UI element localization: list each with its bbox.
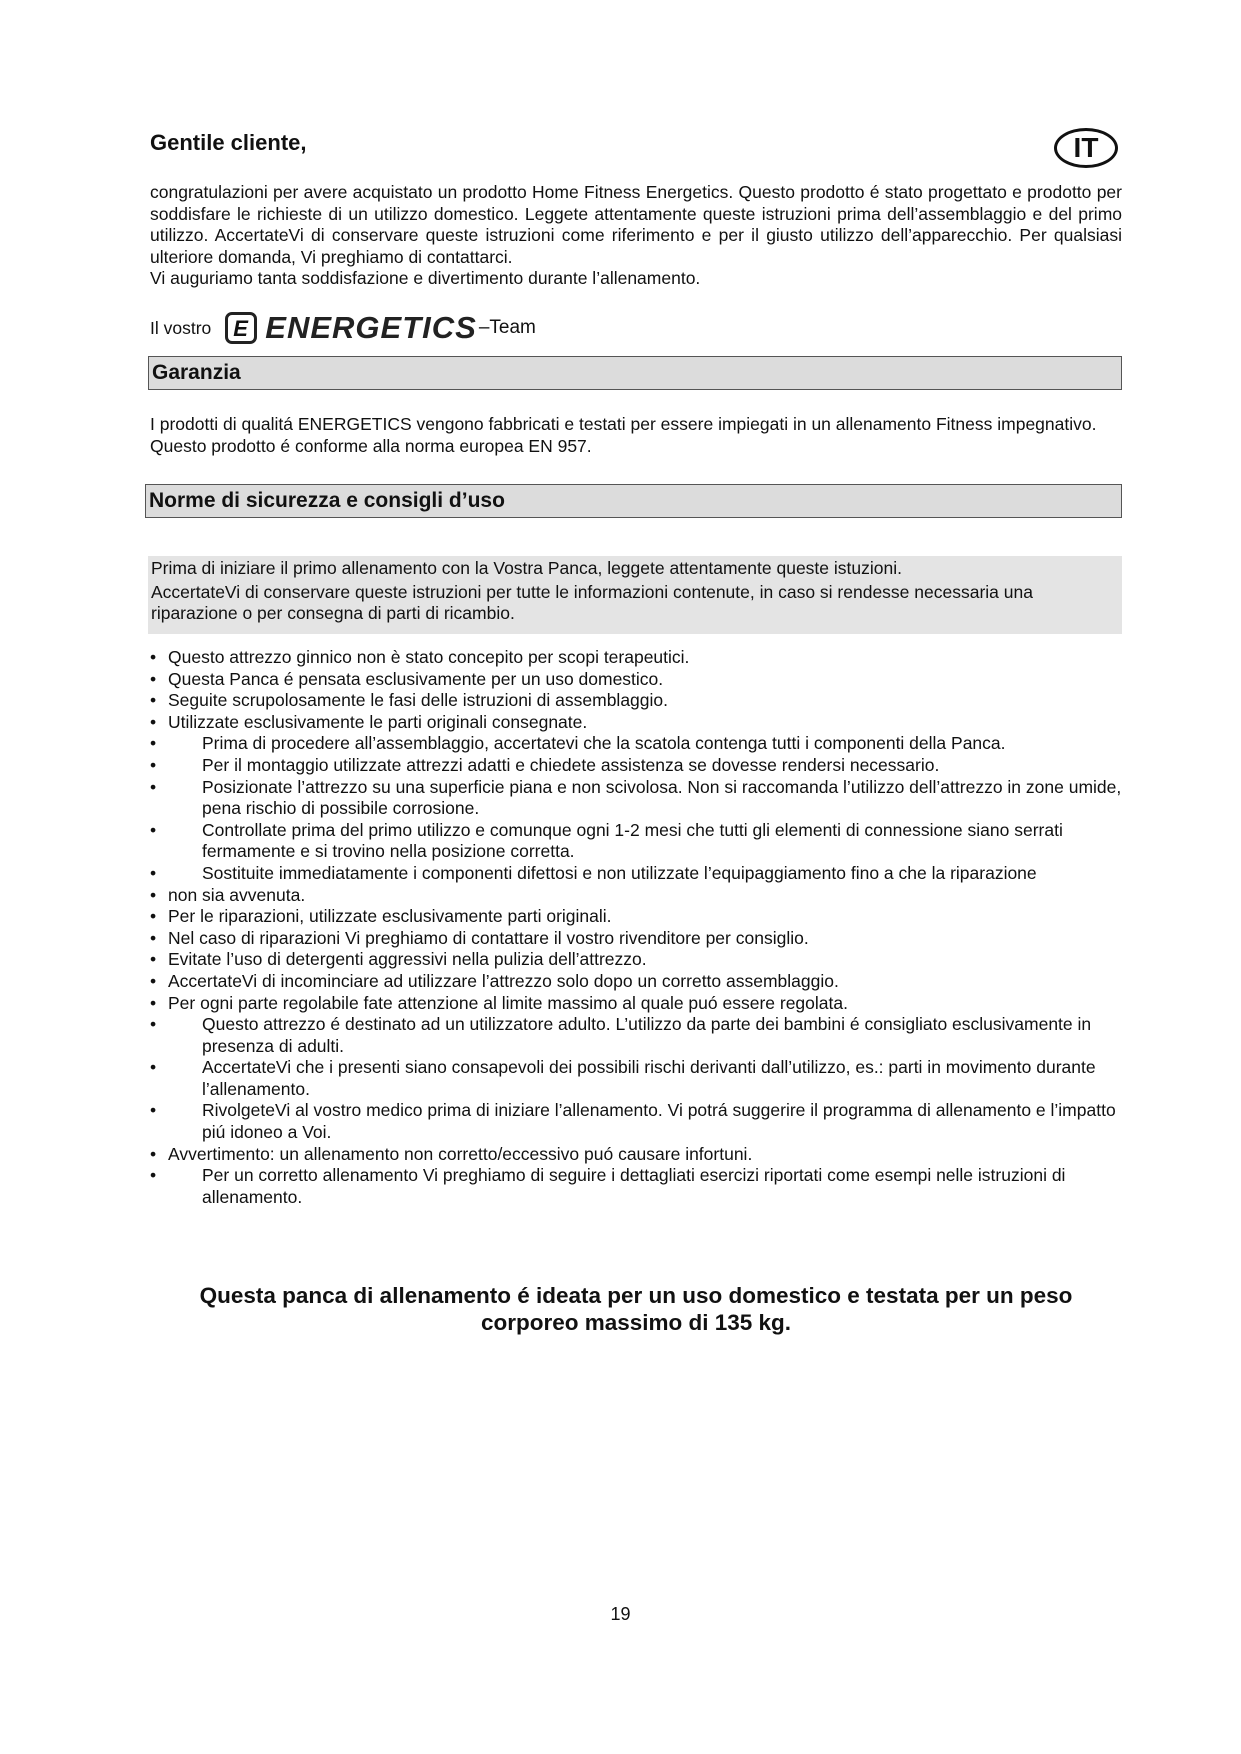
list-item: • Per le riparazioni, utilizzate esclusivamente parti originali. (150, 906, 1122, 928)
list-item: • RivolgeteVi al vostro medico prima di iniziare l’allenamento. Vi potrá suggerire il programma di allenamento e l’impatto piú idoneo a Voi. (150, 1100, 1122, 1143)
list-item: • Utilizzate esclusivamente le parti originali consegnate. (150, 712, 1122, 734)
list-item: • Evitate l’uso di detergenti aggressivi nella pulizia dell’attrezzo. (150, 949, 1122, 971)
signature-prefix: Il vostro (150, 317, 212, 338)
page-number: 19 (610, 1604, 631, 1624)
signature (150, 308, 536, 348)
warranty-text-block (150, 414, 1122, 457)
energetics-logo (225, 310, 477, 346)
list-item: • Questo attrezzo ginnico non è stato concepito per scopi terapeutici. (150, 647, 1122, 669)
list-item: • Per un corretto allenamento Vi preghiamo di seguire i dettagliati esercizi riportati come esempi nelle istruzioni di allenamento. (150, 1165, 1122, 1208)
safety-rules-list (150, 647, 1122, 1208)
logo-letter: E (233, 316, 248, 341)
warranty-text: I prodotti di qualitá ENERGETICS vengono fabbricati e testati per essere impiegati in un allenamento Fitness impegnativo. Questo prodotto é conforme alla norma europea EN 957. (150, 414, 1097, 456)
list-item: • Controllate prima del primo utilizzo e comunque ogni 1-2 mesi che tutti gli elementi di connessione siano serrati fermamente e si trovino nella posizione corretta. (150, 820, 1122, 863)
list-item: • AccertateVi di incominciare ad utilizzare l’attrezzo solo dopo un corretto assemblaggio. (150, 971, 1122, 993)
safety-notice-line: AccertateVi di conservare queste istruzioni per tutte le informazioni contenute, in caso si rendesse necessaria una riparazione o per consegna di parti di ricambio. (151, 581, 1033, 624)
warranty-heading: Garanzia (148, 356, 1122, 390)
safety-notice-line: Prima di iniziare il primo allenamento con la Vostra Panca, leggete attentamente queste istuzioni. (151, 558, 902, 578)
list-item: • non sia avvenuta. (150, 885, 1122, 907)
intro-section (150, 182, 1122, 290)
logo-wordmark: ENERGETICS (265, 310, 477, 345)
list-item: • AccertateVi che i presenti siano consapevoli dei possibili rischi derivanti dall’utilizzo, es.: parti in movimento durante l’allenamento. (150, 1057, 1122, 1100)
closing-line-2: corporeo massimo di 135 kg. (480, 1310, 792, 1335)
list-item: • Seguite scrupolosamente le fasi delle istruzioni di assemblaggio. (150, 690, 1122, 712)
list-item: • Per ogni parte regolabile fate attenzione al limite massimo al quale puó essere regolata. (150, 993, 1122, 1015)
list-item: • Nel caso di riparazioni Vi preghiamo di contattare il vostro rivenditore per consiglio. (150, 928, 1122, 950)
signature-suffix: –Team (478, 317, 536, 338)
list-item: • Questa Panca é pensata esclusivamente per un uso domestico. (150, 669, 1122, 691)
intro-wish: Vi auguriamo tanta soddisfazione e divertimento durante l’allenamento. (150, 268, 701, 289)
closing-line-1: Questa panca di allenamento é ideata per un uso domestico e testata per un peso (199, 1283, 1073, 1308)
list-item: • Avvertimento: un allenamento non corretto/eccessivo puó causare infortuni. (150, 1144, 1122, 1166)
list-item: • Per il montaggio utilizzate attrezzi adatti e chiedete assistenza se dovesse rendersi necessario. (150, 755, 1122, 777)
list-item: • Sostituite immediatamente i componenti difettosi e non utilizzate l’equipaggiamento fino a che la riparazione (150, 863, 1122, 885)
list-item: • Prima di procedere all’assemblaggio, accertatevi che la scatola contenga tutti i componenti della Panca. (150, 733, 1122, 755)
list-item: • Questo attrezzo é destinato ad un utilizzatore adulto. L’utilizzo da parte dei bambini é consigliato esclusivamente in presenza di adulti. (150, 1014, 1122, 1057)
safety-heading: Norme di sicurezza e consigli d’uso (145, 484, 1122, 518)
intro-paragraph: congratulazioni per avere acquistato un prodotto Home Fitness Energetics. Questo prodotto é stato progettato e prodotto per soddisfare le richieste di un utilizzo domestico. Leggete attentamente queste istruzioni prima dell’assemblaggio e del primo utilizzo. AccertateVi di conservare queste istruzioni come riferimento e per il giusto utilizzo dell’apparecchio. Per qualsiasi ulteriore domanda, Vi preghiamo di contattarci. (150, 182, 1122, 267)
list-item: • Posizionate l’attrezzo su una superficie piana e non scivolosa. Non si raccomanda l’utilizzo dell’attrezzo in zone umide, pena rischio di possibile corrosione. (150, 777, 1122, 820)
energetics-logo-icon (225, 312, 257, 344)
max-weight-statement (150, 1282, 1122, 1336)
language-badge: IT (1054, 128, 1118, 168)
safety-notice-box (148, 556, 1122, 634)
greeting-heading: Gentile cliente, (150, 130, 307, 155)
